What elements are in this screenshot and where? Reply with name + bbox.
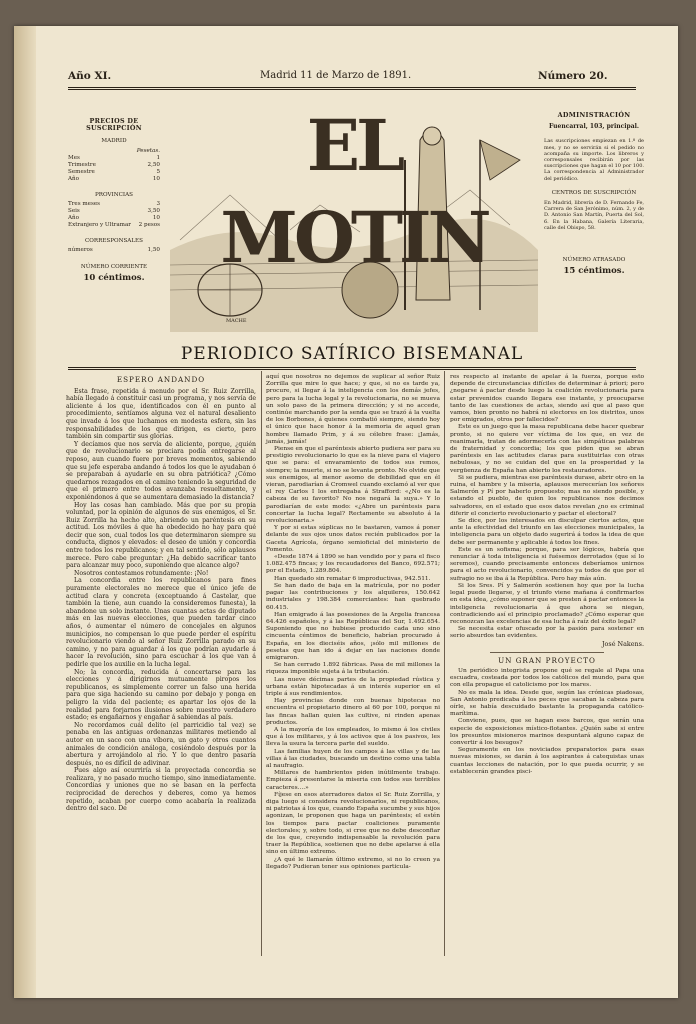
paragraph: ¿A qué le llamarán último extremo, si no lo creen ya llegado? Pudieran tener sus opiniones particula- [266,856,440,870]
paragraph: Han emigrado á las posesiones de la Argelia francesa 64.426 españoles, y á las Repúblicas del Sur, 1.492.654. Suponiendo que no hubiese producido cada uno sino cincuenta céntimos de beneficio, habrían procurado á España, en los dieciséis años, ¡sólo mil millones de pesetas que han ido á dejar en las naciones donde emigraron. [266,611,440,661]
paragraph: Conviene, pues, que se hagan esos barcos, que serán una especie de exposiciones místico-flotantes. ¿Quién sabe si entre los presuntos misioneros marinos despuntará alguno capaz de convertir á los besugos? [450,718,644,746]
price-row: Semestre 5 [68,169,160,176]
paragraph: Nosotros contestamos rotundamente: ¡No! [74,569,209,577]
currency-label: Pesetas. [136,147,160,154]
paragraph: Hoy las cosas han cambiado. Más que por su propia voluntad, por la opinión de algunos de sus enemigos, el Sr. Ruiz Zorrilla ha hecho alto, abriendo un paréntesis en su actitud. Los móviles á que ha obedecido no hay para qué decir que son, cual todos los que determinaron siempre su conducta, dignos y elevados: el deseo de unión y concordia entre todos los republicanos; y en tal sentido, sólo aplausos merece. Pero cabe preguntar: ¿Ha debido sacrificar tanto para alcanzar muy poco, suponiendo que alcance algo? [66,501,256,570]
article-signature: José Nakens. [602,639,644,648]
paragraph: No es mala la idea. Desde que, según las crónicas piadosas, San Antonio predicaba á los peces que sacaban la cabeza para oírle, se había descuidado bastante la propaganda católico-marítima. [450,689,644,718]
article-title: UN GRAN PROYECTO [498,655,596,665]
paragraph: Se han dado de baja en la matrícula, por no poder pagar las contribuciones y los alquileres, 150.642 industriales y 198.384 comerciantes: han quebrado 60.415. [266,582,440,611]
paragraph: Se necesita estar ofuscado por la pasión para sostener en serio absurdos tan evidentes. [450,626,644,640]
column-1 [66,374,256,813]
paragraph: Este es un juego que la masa republicana debe hacer quebrar pronto, si no quiere ver víctima de los que, en vez de reanimarla, tratan de adormecerla con las simpáticas palabras de fraternidad y concordia; los que piden que se abran paréntesis en las actitudes claras para sustituirlas con otras nebulosas, y no se cuidan del que en la prosperidad y la vergüenza de España han abierto los restauradores. [450,424,644,474]
price-row: Extranjero y Ultramar 2 pesos [68,222,160,229]
paragraph: «Desde 1874 á 1890 se han vendido por y para el fisco 1.082.475 fincas; y los recaudadores del Banco, 692.571; por el Estado, 1.289.804. [266,554,440,575]
price-row: Seis 3,50 [68,208,160,215]
paragraph: res respecto al instante de apelar á la fuerza, porque esto depende de circunstancias difíciles de determinar á priori; pero ¿negarse á pactar desde luego la coalición revolucionaria para estar prevenidos cuando llegara ese instante, y preocuparse tanto de las cuestiones de actas, siendo así que al paso que vamos, bien pronto no habrá ni electores en los distritos, unos por emigrados, otros por fallecidos? [450,374,644,424]
newspaper-page [14,26,678,998]
price-row: Trimestre 2,50 [68,162,160,169]
paragraph: Y decíamos que nos servía de aliciente, porque, ¿quién que de revolucionario se preciara podía entregarse al reposo, aun cuando fuere por breves momentos, sabiendo que su jefe esperaba andando á todos los que le ayudaban ó se preparaban á ayudarle en su obra patriótica? ¿Cómo quedarnos rezagados en el camino teniendo la seguridad de que el primero entre todos avanzaba resueltamente, y exponiéndonos á que se aumentara demasiado la distancia? [66,440,256,501]
column-3 [450,374,644,776]
paragraph: No; la concordia, reducida á concertarse para las elecciones y á dirigirnos mutuamente piropos los republicanos, es simplemente correr un falso una herida para que siga haciendo su camino por debajo y ponga en peligro la vida del paciente; es apartar los ojos de la realidad para forjarnos ilusiones sobre nuestro verdadero estado; es engañarnos y engañar á sabiendas al país. [66,668,256,722]
centers-title: CENTROS DE SUSCRIPCIÓN [551,189,637,196]
masthead-subtitle: PERIODICO SATÍRICO BISEMANAL [180,344,524,364]
column-divider [261,371,262,956]
madrid-label: MADRID [101,138,127,145]
centers-text: En Madrid, librería de D. Fernando Fe, Carrera de San Jerónimo, núm. 2, y de D. Antonio San Martín, Puerta del Sol, 6. En la Habana, Galería Literaria, calle del Obispo, 58. [544,200,644,231]
subscription-title: PRECIOS DE SUSCRIPCIÓN [86,117,142,133]
paragraph: Seguramente en los noviciados preparatorios para esas nuevas misiones, se darán á los aspirantes á catequistas unas cuantas lecciones de natación, por lo que pueda ocurrir, y se establecerán grandes pisci- [450,747,644,775]
masthead-title: EL MOTIN [220,104,488,279]
header-rule-2 [68,89,636,90]
current-issue-price: 10 céntimos. [83,273,145,284]
paragraph: Si se pudiera, mientras ese paréntesis durase, abrir otro en la ruina, el hambre y la miseria, aplausos merecerían los señores Salmerón y Pí por haberlo propuesto; mas no siendo posible, y estando el pueblo, de quien los republicanos nos decimos salvadores, en el estado que esos datos revelan ¿no es criminal diferir el concierto revolucionario y pactar el electoral? [450,474,644,517]
artist-signature: MACHE [226,318,247,324]
paragraph: A la mayoría de los empleados, lo mismo á los civiles que á los militares, y á los activos que á los pasivos, les lleva la usura la tercera parte del sueldo. [266,726,440,748]
paragraph: Las nueve décimas partes de la propiedad rústica y urbana están hipotecadas á un interés superior en el triple á sus rendimientos. [266,676,440,697]
issue-number: Número 20. [538,70,608,82]
back-issue-label: NÚMERO ATRASADO [562,257,626,264]
binding-edge [14,26,36,998]
paragraph: Se dice, por los interesados en disculpar ciertos actos, que ante la efectividad del triunfo en las elecciones municipales, la inteligencia para un objeto dado sugerirá á todos la idea de que debe ser permanente y aplicable á todos los fines. [450,518,644,546]
administration-address: Fuencarral, 103, principal. [549,123,639,131]
paragraph: Millares de hambrientos piden inútilmente trabajo. Empieza á presentarse la miseria con todos sus terribles caracteres....» [266,770,440,791]
body-top-rule-2 [68,369,636,370]
administration-notes: Las suscripciones empiezan en 1.º de mes, y no se servirán si el pedido no acompaña su importe. Los libreros y corresponsales recibirán por las suscripciones que hagan el 10 por 100. La correspondencia al Administrador del periódico. [544,138,644,182]
column-divider [444,371,445,956]
section-divider [490,652,604,653]
paragraph: Han quedado sin rematar 6 improductivas, 942.511. [274,575,431,582]
header-rule [68,87,636,88]
paragraph: Las familias huyen de los campos á las villas y de las villas á las ciudades, buscando un destino como una tabla al naufragio. [266,748,440,769]
administration-title: ADMINISTRACIÓN [557,111,631,119]
paragraph: Y por si estas súplicas no le bastaren, vamos á poner delante de sus ojos unos datos recién publicados por la Gaceta Agrícola, órgano semioficial del ministerio de Fomento. [266,525,440,553]
article-title: ESPERO ANDANDO [116,375,206,384]
year-label: Año XI. [68,70,112,82]
price-row: números 1,50 [68,246,160,253]
paragraph: Esta frase, repetida á menudo por el Sr. Ruiz Zorrilla, había llegado á constituir casi un programa, y nos servía de aliciente á los que, identificados con él en punto al procedimiento, sentíamos alguna vez el natural desaliento que invade á los que luchamos en modesta esfera, sin las responsabilidades de los que dirigen, es cierto, pero también sin compartir sus glorias. [66,387,256,441]
dateline: Madrid 11 de Marzo de 1891. [260,70,412,81]
price-row: Tres meses 3 [68,200,160,207]
paragraph: aquí que nosotros no dejemos de suplicar al señor Ruiz Zorrilla que mire lo que hace; y que, si no es tarde ya, procure, si llegar á la inteligencia con los demás jefes, pero para la lucha legal y la revolucionaria, no se mueva un solo paso de la primera dirección; y si no accede, continúe marchando por la senda que se trazó á la vuelta de los Borbones, á quienes combatió siempre, siendo hoy el único que hace honor á la memoria de aquel gran hombre llamado Prim, y á su célebre frase: ¡Jamás, jamás, jamás! [266,374,440,445]
column-2 [266,374,440,871]
provinces-label: PROVINCIAS [95,191,133,198]
paragraph: No recordamos cuál delito (el parricidio tal vez) se penaba en las antiguas ordenanzas militares metiendo al autor en un saco con una víbora, un gato y otros cuantos animales de condición análoga, cosiéndolo después por la abertura y arrojándolo al río. Y lo que dentro pasaría después, no es difícil de adivinar. [66,721,256,767]
masthead [170,100,538,332]
paragraph: Se han cerrado 1.892 fábricas. Pasa de mil millones la riqueza imponible sujeta á la tributación. [266,662,440,676]
paragraph: Pues algo así ocurriría si la proyectada concordia se realizara, y no pasado mucho tiempo, sino inmediatamente. Concordias y uniones que no se basan en la perfecta reciprocidad de derechos y deberes, como ya hemos repetido, acaban por cuerpo como acabaría la realizada dentro del saco. De [66,767,256,813]
subscription-box [68,118,160,282]
paragraph: La concordia entre los republicanos para fines puramente electorales no merece que el único jefe de actitud clara y concreta (exceptuando á Castelar, que también la tiene, aun cuando la consideremos funesta), la abandone un solo instante. Unas cuantas actas de diputado más en las nuevas elecciones, que pueden tardar cinco años, ó aumentar el número de concejales en algunos municipios, no compensan lo que puede perder el espíritu revolucionario viendo al señor Ruiz Zorrilla parado en su camino, y no para aguardar á los que podrían ayudarle á hacer la revolución, sino para escuchar á los que van á pedirle que los auxilie en la lucha legal. [66,577,256,668]
paragraph: Este es un sofisma; porque, para ser lógicos, habría que renunciar á toda inteligencia si fuésemos derrotados (que sí lo seremos), cuando precisamente entonces deberíamos unirnos para el acto revolucionario, convencidos ya todos de que por el sufragio no se iba á la República. Pero hay más aún. [450,546,644,582]
correspondents-label: CORRESPONSALES [85,237,143,244]
current-issue-label: NÚMERO CORRIENTE [80,264,148,271]
paragraph: Piense en que el paréntesis abierto pudiera ser para su prestigio revolucionario lo que es la nieve para el viajero que se para: el envaramiento de todos sus remos, siempre; la muerte, si no se levanta pronto. No olvide que sus enemigos, al menor asomo de debilidad que en él vieran, parodiarían á Cromwel cuando exclamó al ver que el rey Carlos I los entregaba á Strafford: «¿No es la cabeza de su favorito? No nos negará la suya.» Y lo parodiarían de este modo: «¿Abre un paréntesis para concertar la lucha legal? Rectamente su absoluto á la revolucionaria.» [266,446,440,525]
price-row: Año 10 [68,176,160,183]
back-issue-price: 15 céntimos. [563,266,625,277]
paragraph: Hay provincias donde con buenas hipotecas no encuentra el propietario dinero al 60 por 100, porque ni las fincas hallan quien las cultive, ni rinden apenas productos. [266,698,440,726]
paragraph: Si los Sres. Pí y Salmerón sostienen hoy que por la lucha legal puede llegarse, y el triunfo viene mañana á confirmarlos en esta idea, ¿cómo suponer que se presten á pactar entonces la inteligencia revolucionaria á que ahora se niegan, contradiciendo así el principio proclamado? ¿Cómo esperar que reconozcan las excelencias de esa lucha á raíz del éxito legal? [450,582,644,625]
price-row: Mes 1 [68,154,160,161]
paragraph: Fíjese en esos aterradores datos el Sr. Ruiz Zorrilla, y diga luego si considera revolucionarios, ni republicanos, ni patriotas á los que, cuando España sucumbe y sus hijos agonizan, le proponen que haga un paréntesis; el estén los tiempos para pactar coaliciones puramente electorales; y, sobre todo, si cree que no debe desconfiar de los que, creyendo indispensable la revolución para traer la República, sostienen que no debe apelarse á ella sino en último extremo. [266,791,440,856]
body-top-rule [68,367,636,368]
administration-box [544,112,644,275]
paragraph: Un periódico integrista propone qué se regale al Papa una escuadra, costeada por todos los católicos del mundo, para que con ella propague el catolicismo por los mares. [450,667,644,689]
price-row: Año 10 [68,215,160,222]
